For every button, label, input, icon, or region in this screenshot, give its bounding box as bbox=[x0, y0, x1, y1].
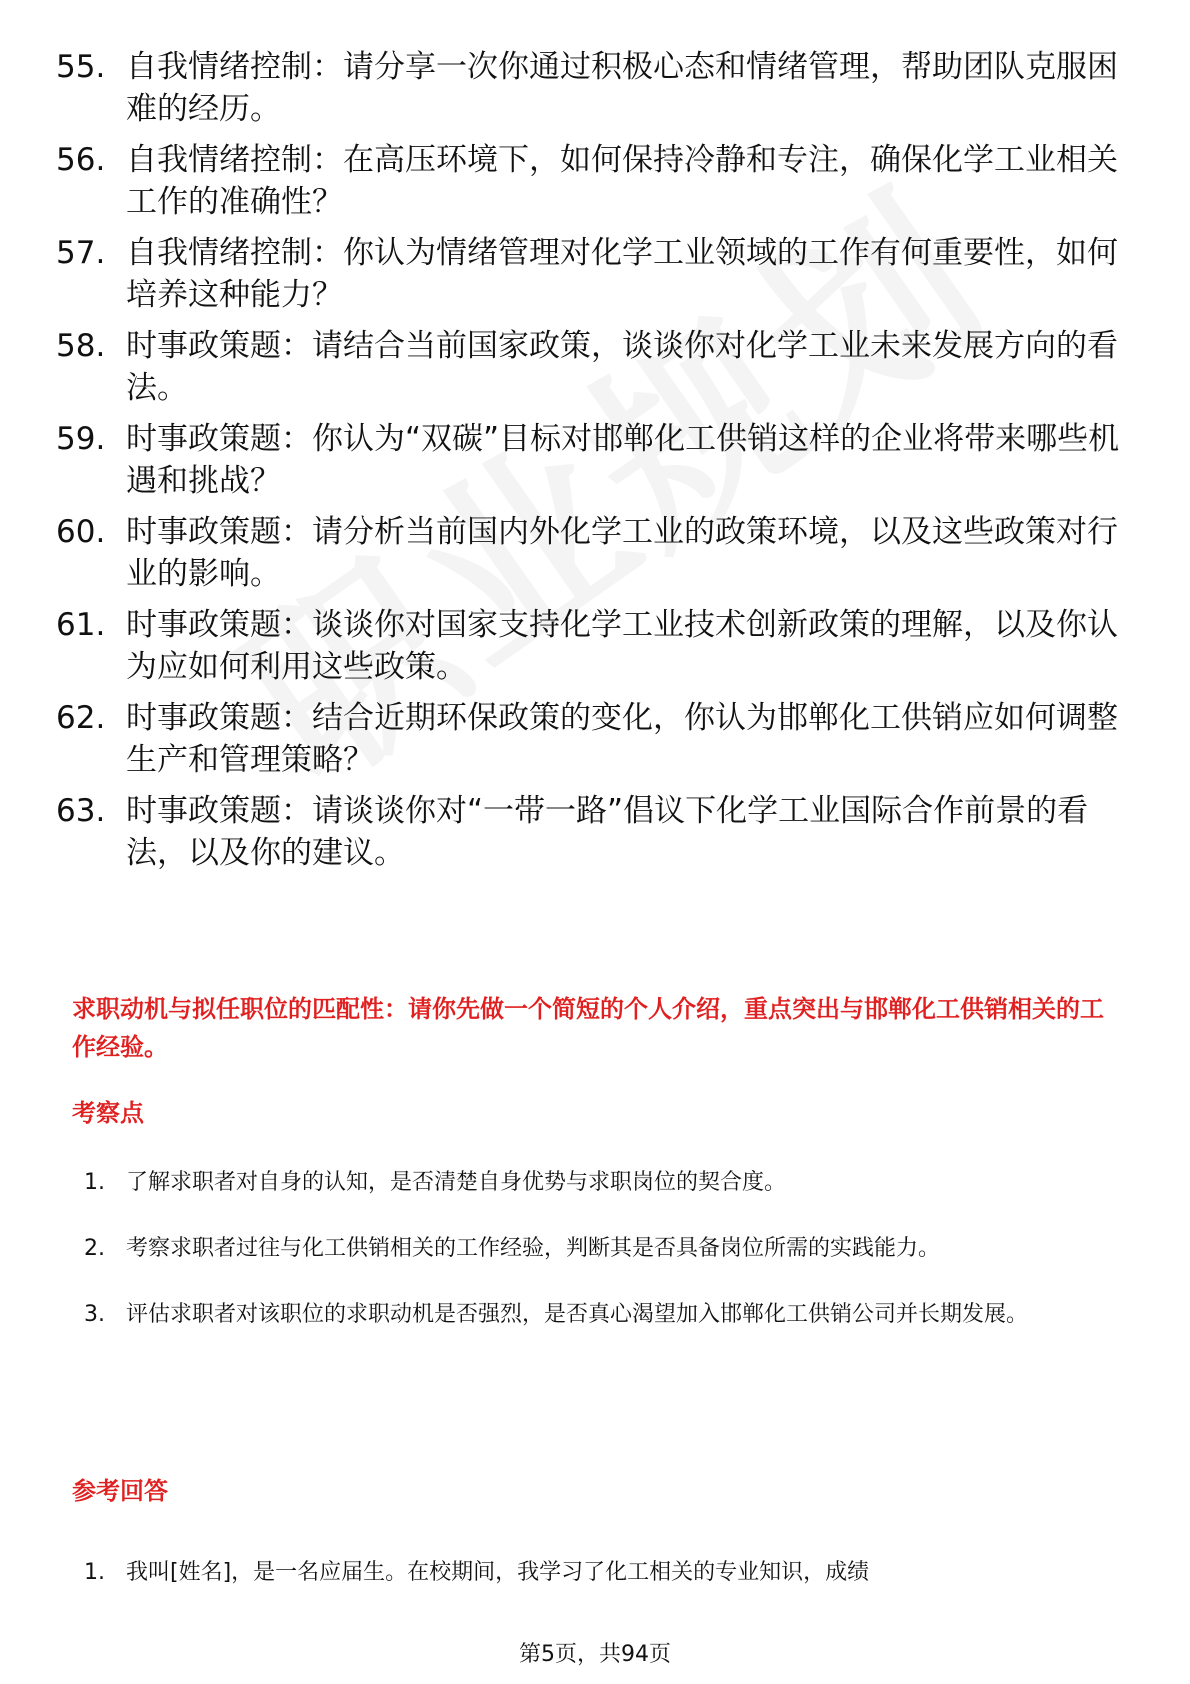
question-number: 56. bbox=[56, 142, 106, 178]
question-item bbox=[56, 790, 1136, 874]
focus-points-list bbox=[84, 1156, 1124, 1354]
list-item-text: 了解求职者对自身的认知，是否清楚自身优势与求职岗位的契合度。 bbox=[126, 1170, 787, 1195]
list-item-text: 考察求职者过往与化工供销相关的工作经验，判断其是否具备岗位所需的实践能力。 bbox=[126, 1236, 941, 1261]
page-number: 第5页，共94页 bbox=[519, 1642, 671, 1667]
reference-answer-list bbox=[84, 1546, 1124, 1612]
question-number: 58. bbox=[56, 328, 106, 364]
list-item-text: 我叫[姓名]，是一名应届生。在校期间，我学习了化工相关的专业知识，成绩 bbox=[126, 1560, 870, 1585]
reference-answer-title: 参考回答 bbox=[72, 1477, 168, 1505]
question-item bbox=[56, 139, 1136, 223]
question-text: 时事政策题：你认为“双碳”目标对邯郸化工供销这样的企业将带来哪些机遇和挑战？ bbox=[126, 421, 1120, 499]
question-number: 57. bbox=[56, 235, 106, 271]
list-item-number: 3. bbox=[84, 1302, 105, 1327]
question-text: 时事政策题：谈谈你对国家支持化学工业技术创新政策的理解，以及你认为应如何利用这些政策。 bbox=[126, 607, 1118, 685]
question-text: 自我情绪控制：你认为情绪管理对化学工业领域的工作有何重要性，如何培养这种能力？ bbox=[126, 235, 1118, 313]
list-item bbox=[84, 1222, 1124, 1276]
question-number: 62. bbox=[56, 700, 106, 736]
question-list bbox=[56, 46, 1136, 883]
section-heading: 求职动机与拟任职位的匹配性：请你先做一个简短的个人介绍，重点突出与邯郸化工供销相关的工作经验。 bbox=[72, 995, 1104, 1061]
list-item bbox=[84, 1288, 1124, 1342]
question-text: 时事政策题：请谈谈你对“一带一路”倡议下化学工业国际合作前景的看法，以及你的建议。 bbox=[126, 793, 1089, 871]
question-text: 时事政策题：请分析当前国内外化学工业的政策环境，以及这些政策对行业的影响。 bbox=[126, 514, 1118, 592]
question-number: 55. bbox=[56, 49, 106, 85]
list-item bbox=[84, 1156, 1124, 1210]
question-text: 自我情绪控制：请分享一次你通过积极心态和情绪管理，帮助团队克服困难的经历。 bbox=[126, 49, 1118, 127]
list-item-number: 1. bbox=[84, 1170, 105, 1195]
list-item-number: 1. bbox=[84, 1560, 105, 1585]
list-item-number: 2. bbox=[84, 1236, 105, 1261]
question-number: 63. bbox=[56, 793, 106, 829]
focus-points-title: 考察点 bbox=[72, 1099, 144, 1127]
list-item bbox=[84, 1546, 1124, 1600]
question-item bbox=[56, 697, 1136, 781]
question-item bbox=[56, 325, 1136, 409]
list-item-text: 评估求职者对该职位的求职动机是否强烈，是否真心渴望加入邯郸化工供销公司并长期发展。 bbox=[126, 1302, 1029, 1327]
question-item bbox=[56, 46, 1136, 130]
question-item bbox=[56, 511, 1136, 595]
question-text: 自我情绪控制：在高压环境下，如何保持冷静和专注，确保化学工业相关工作的准确性？ bbox=[126, 142, 1118, 220]
question-item bbox=[56, 232, 1136, 316]
question-item bbox=[56, 418, 1136, 502]
question-text: 时事政策题：请结合当前国家政策，谈谈你对化学工业未来发展方向的看法。 bbox=[126, 328, 1118, 406]
question-item bbox=[56, 604, 1136, 688]
question-text: 时事政策题：结合近期环保政策的变化，你认为邯郸化工供销应如何调整生产和管理策略？ bbox=[126, 700, 1118, 778]
question-number: 59. bbox=[56, 421, 106, 457]
question-number: 61. bbox=[56, 607, 106, 643]
question-number: 60. bbox=[56, 514, 106, 550]
